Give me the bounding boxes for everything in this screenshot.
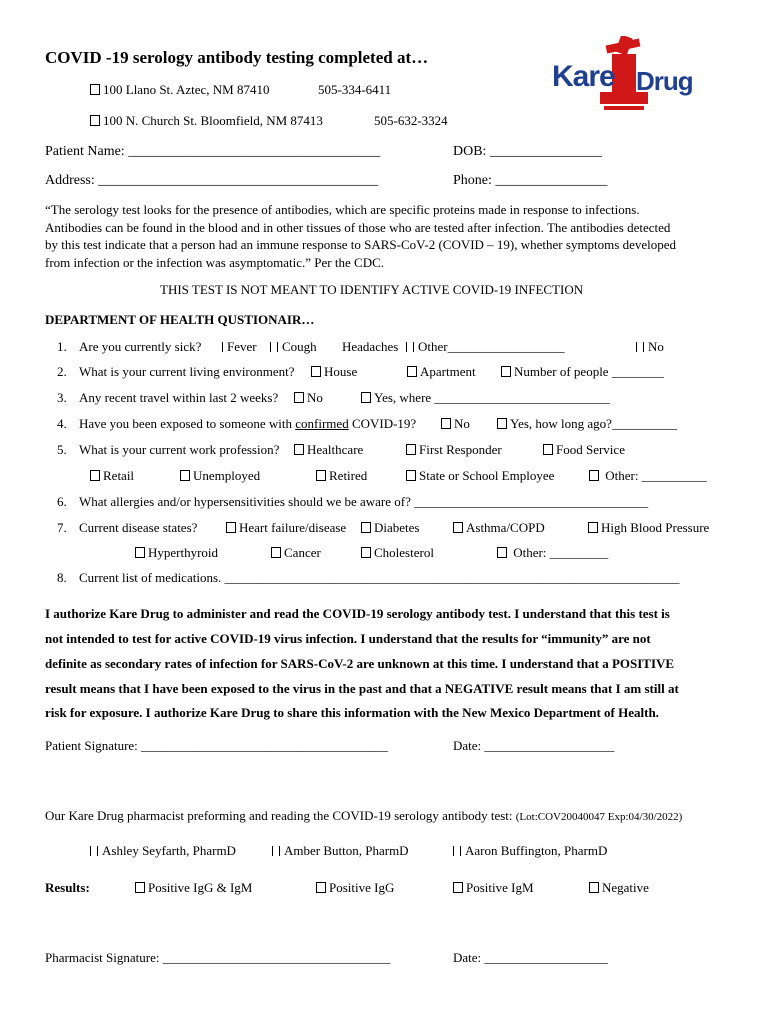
q4-text: Have you been exposed to someone with confirmed COVID-19? <box>79 416 417 431</box>
q1-text: Are you currently sick? <box>79 339 202 354</box>
q2-option-people[interactable]: Number of people ________ <box>501 364 664 380</box>
checkbox[interactable] <box>90 115 100 126</box>
q1-option-headaches[interactable]: Headaches <box>342 339 399 354</box>
address-field[interactable]: Address: ________________________________________ <box>45 173 379 188</box>
q5-option-retail[interactable]: Retail <box>90 468 134 484</box>
intro-line: by this test indicate that a person had an immune response to SARS-CoV-2 (COVID – 19), whether symptoms developed <box>45 237 677 252</box>
q5-option-other[interactable]: Other: __________ <box>589 468 707 484</box>
authorization-line: result means that I have been exposed to the virus in the past and that a NEGATIVE result means that I am still at <box>45 681 679 696</box>
q8-number: 8. <box>57 570 67 585</box>
q1-option-no[interactable]: No <box>636 339 664 355</box>
dob-field[interactable]: DOB: ________________ <box>453 144 602 159</box>
q4-option-yes[interactable]: Yes, how long ago?__________ <box>497 416 677 432</box>
q3-option-no[interactable]: No <box>294 390 323 406</box>
logo-text-drug: Drug <box>636 66 693 96</box>
q7-option-other[interactable]: Other: _________ <box>497 545 608 561</box>
q7-number: 7. <box>57 520 67 535</box>
q7-option-diabetes[interactable]: Diabetes <box>361 520 419 536</box>
q1-option-fever[interactable]: Fever <box>222 339 257 355</box>
authorization-line: risk for exposure. I authorize Kare Drug to share this information with the New Mexico Department of Health. <box>45 705 659 720</box>
results-label: Results: <box>45 880 90 895</box>
patient-date-field[interactable]: Date: ____________________ <box>453 738 615 753</box>
page-title: COVID -19 serology antibody testing completed at… <box>45 48 429 67</box>
kare-drug-logo <box>552 36 693 112</box>
q5-option-healthcare[interactable]: Healthcare <box>294 442 363 458</box>
q5-option-unemployed[interactable]: Unemployed <box>180 468 260 484</box>
q8-text[interactable]: Current list of medications. ______________________________________________________________________ <box>79 570 680 585</box>
q7-option-cancer[interactable]: Cancer <box>271 545 321 561</box>
q5-number: 5. <box>57 442 67 457</box>
q7-option-cholesterol[interactable]: Cholesterol <box>361 545 434 561</box>
q2-number: 2. <box>57 364 67 379</box>
pharmacist-signature-field[interactable]: Pharmacist Signature: ___________________________________ <box>45 950 391 965</box>
notice-text: THIS TEST IS NOT MEANT TO IDENTIFY ACTIVE COVID-19 INFECTION <box>160 282 584 297</box>
q7-option-high-bp[interactable]: High Blood Pressure <box>588 520 709 536</box>
q5-option-retired[interactable]: Retired <box>316 468 367 484</box>
location-option-aztec[interactable]: 100 Llano St. Aztec, NM 87410 <box>90 82 269 98</box>
q5-text: What is your current work profession? <box>79 442 280 457</box>
pharmacist-intro: Our Kare Drug pharmacist preforming and reading the COVID-19 serology antibody test: (Lot:COV20040047 Exp:04/30/2022) <box>45 808 683 823</box>
q3-text: Any recent travel within last 2 weeks? <box>79 390 279 405</box>
q6-text[interactable]: What allergies and/or hypersensitivities should we be aware of? ____________________________________ <box>79 494 649 509</box>
pharmacist-date-field[interactable]: Date: ___________________ <box>453 950 608 965</box>
q2-option-house[interactable]: House <box>311 364 357 380</box>
checkbox[interactable] <box>90 84 100 95</box>
intro-line: Antibodies can be found in the blood and in other tissues of those who are tested after infection. The antibodies detected <box>45 220 671 235</box>
q7-option-hyperthyroid[interactable]: Hyperthyroid <box>135 545 218 561</box>
intro-line: from infection or the infection was asymptomatic.” Per the CDC. <box>45 255 384 270</box>
location-phone-bloomfield: 505-632-3324 <box>374 113 448 128</box>
q4-option-no[interactable]: No <box>441 416 470 432</box>
authorization-line: I authorize Kare Drug to administer and read the COVID-19 serology antibody test. I understand that this test is <box>45 606 670 621</box>
q5-option-state-school[interactable]: State or School Employee <box>406 468 554 484</box>
q1-number: 1. <box>57 339 67 354</box>
phone-field[interactable]: Phone: ________________ <box>453 173 608 188</box>
result-option-igm[interactable]: Positive IgM <box>453 880 534 896</box>
location-phone-aztec: 505-334-6411 <box>318 82 392 97</box>
patient-name-field[interactable]: Patient Name: ____________________________________ <box>45 144 381 159</box>
intro-line: “The serology test looks for the presence of antibodies, which are specific proteins made in response to infections. <box>45 202 640 217</box>
q7-option-heart[interactable]: Heart failure/disease <box>226 520 346 536</box>
location-option-bloomfield[interactable]: 100 N. Church St. Bloomfield, NM 87413 <box>90 113 323 129</box>
q3-number: 3. <box>57 390 67 405</box>
authorization-line: definite as secondary rates of infection for SARS-CoV-2 are unknown at this time. I understand that a POSITIVE <box>45 656 675 671</box>
q5-option-first-responder[interactable]: First Responder <box>406 442 502 458</box>
lot-info: (Lot:COV20040047 Exp:04/30/2022) <box>515 811 683 823</box>
q7-text: Current disease states? <box>79 520 198 535</box>
pharmacist-option-amber[interactable]: Amber Button, PharmD <box>272 843 409 859</box>
result-option-negative[interactable]: Negative <box>589 880 649 896</box>
q3-option-yes[interactable]: Yes, where ___________________________ <box>361 390 610 406</box>
patient-signature-field[interactable]: Patient Signature: ______________________________________ <box>45 738 389 753</box>
questionnaire-heading: DEPARTMENT OF HEALTH QUSTIONAIR… <box>45 312 315 327</box>
pharmacist-option-aaron[interactable]: Aaron Buffington, PharmD <box>453 843 607 859</box>
q2-text: What is your current living environment? <box>79 364 295 379</box>
logo-text-kare: Kare <box>552 60 615 93</box>
q2-option-apartment[interactable]: Apartment <box>407 364 476 380</box>
result-option-igg[interactable]: Positive IgG <box>316 880 394 896</box>
result-option-igg-igm[interactable]: Positive IgG & IgM <box>135 880 252 896</box>
authorization-line: not intended to test for active COVID-19 virus infection. I understand that the results for “immunity” are not <box>45 631 651 646</box>
q1-option-other[interactable]: Other__________________ <box>406 339 565 355</box>
q5-option-food-service[interactable]: Food Service <box>543 442 625 458</box>
pharmacist-option-ashley[interactable]: Ashley Seyfarth, PharmD <box>90 843 236 859</box>
q1-option-cough[interactable]: Cough <box>270 339 317 355</box>
q4-number: 4. <box>57 416 67 431</box>
q6-number: 6. <box>57 494 67 509</box>
q7-option-asthma[interactable]: Asthma/COPD <box>453 520 545 536</box>
